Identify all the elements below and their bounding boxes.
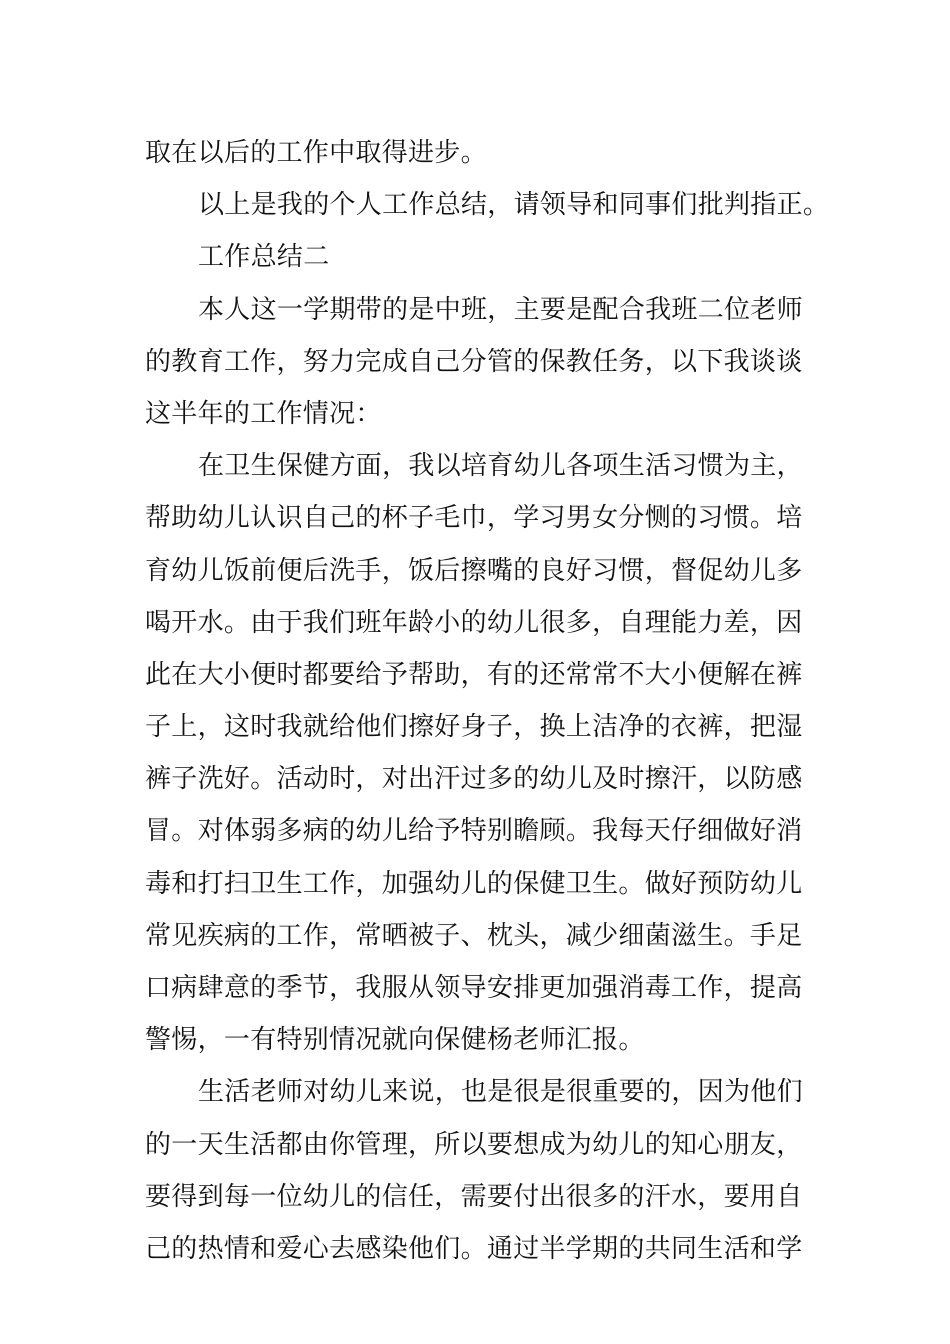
text-line: 此在大小便时都要给予帮助，有的还常常不大小便解在裤 (145, 659, 803, 690)
text-line: 毒和打扫卫生工作，加强幼儿的保健卫生。做好预防幼儿 (145, 868, 803, 899)
text-line: 冒。对体弱多病的幼儿给予特别瞻顾。我每天仔细做好消 (145, 816, 803, 847)
text-line: 育幼儿饭前便后洗手，饭后擦嘴的良好习惯，督促幼儿多 (145, 555, 803, 586)
text-line: 子上，这时我就给他们擦好身子，换上洁净的衣裤，把湿 (145, 712, 803, 743)
section-heading: 工作总结二 (198, 242, 330, 273)
text-line: 生活老师对幼儿来说，也是很是很重要的，因为他们 (198, 1077, 803, 1108)
text-line: 警惕，一有特别情况就向保健杨老师汇报。 (145, 1025, 645, 1056)
text-line: 以上是我的个人工作总结，请领导和同事们批判指正。 (198, 190, 830, 221)
text-line: 常见疾病的工作，常晒被子、枕头，减少细菌滋生。手足 (145, 920, 803, 951)
text-line: 裤子洗好。活动时，对出汗过多的幼儿及时擦汗，以防感 (145, 764, 803, 795)
text-line: 本人这一学期带的是中班，主要是配合我班二位老师 (198, 294, 803, 325)
text-line: 帮助幼儿认识自己的杯子毛巾，学习男女分恻的习惯。培 (145, 503, 803, 534)
text-line: 喝开水。由于我们班年龄小的幼儿很多，自理能力差，因 (145, 607, 803, 638)
text-line: 的一天生活都由你管理，所以要想成为幼儿的知心朋友， (145, 1129, 803, 1160)
text-line: 要得到每一位幼儿的信任，需要付出很多的汗水，要用自 (145, 1181, 803, 1212)
text-line: 的教育工作，努力完成自己分管的保教任务，以下我谈谈 (145, 346, 803, 377)
text-line: 口病肆意的季节，我服从领导安排更加强消毒工作，提高 (145, 973, 803, 1003)
text-line: 在卫生保健方面，我以培育幼儿各项生活习惯为主， (198, 451, 803, 482)
document-body (145, 127, 830, 1275)
text-line: 取在以后的工作中取得进步。 (145, 138, 487, 168)
text-line: 己的热情和爱心去感染他们。通过半学期的共同生活和学 (145, 1233, 803, 1264)
text-line: 这半年的工作情况： (145, 398, 382, 429)
